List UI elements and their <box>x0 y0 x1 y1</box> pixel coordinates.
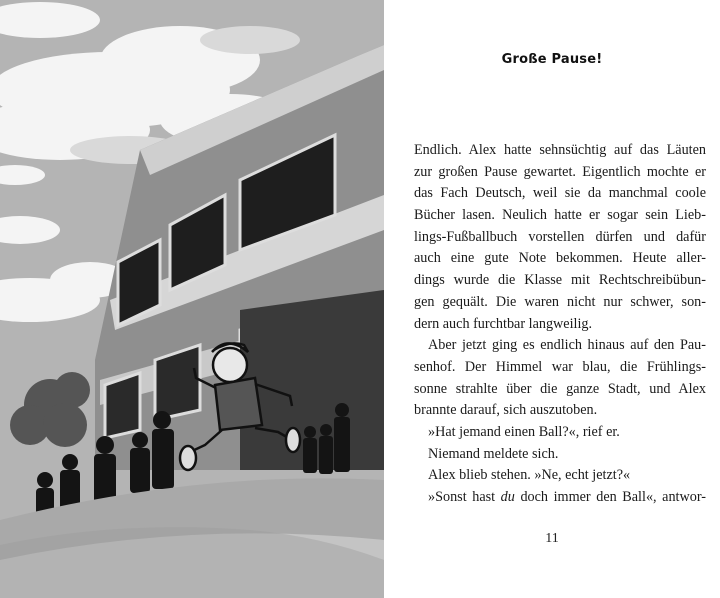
page-number: 11 <box>545 531 559 546</box>
text-line: gen gequält. Die waren nicht nur schwer, son- <box>414 293 706 310</box>
text-line: senhof. Der Himmel war blau, die Frühlings- <box>414 358 706 375</box>
emphasis-text: du <box>500 489 515 505</box>
text-line: lings-Fußballbuch vorstellen dürfen und dafür <box>414 228 706 245</box>
text-line: Endlich. Alex hatte sehnsüchtig auf das Läuten <box>414 142 706 158</box>
chapter-title: Große Pause! <box>501 52 603 67</box>
text-line: das Fach Deutsch, weil sie da manchmal coole <box>414 185 706 202</box>
text-line: dern auch furchtbar langweilig. <box>414 315 593 332</box>
text-line: Niemand meldete sich. <box>428 445 559 462</box>
text-line: auch eine gute Note bekommen. Heute aller- <box>414 250 706 267</box>
text-line: Alex blieb stehen. »Ne, echt jetzt?« <box>428 467 631 484</box>
text-line: »Hat jemand einen Ball?«, rief er. <box>428 423 620 440</box>
text-line: Aber jetzt ging es endlich hinaus auf den Pau- <box>428 337 706 354</box>
text-page <box>384 0 720 598</box>
text-fragment: »Sonst hast <box>428 489 501 505</box>
text-line: brannte darauf, sich auszutoben. <box>414 402 598 419</box>
text-line: Bücher lasen. Neulich hatte er sogar sein Lieb- <box>414 207 706 224</box>
text-line: dings wurde die Klasse mit Rechtschreibübun- <box>414 272 706 289</box>
text-line: zur großen Pause gewartet. Eigentlich mochte er <box>414 163 706 180</box>
body-text <box>414 140 706 509</box>
text-line: sonne strahlte über die ganze Stadt, und Alex <box>414 380 706 397</box>
text-line-last <box>414 487 706 509</box>
text-fragment: doch immer den Ball«, antwor- <box>514 489 706 505</box>
